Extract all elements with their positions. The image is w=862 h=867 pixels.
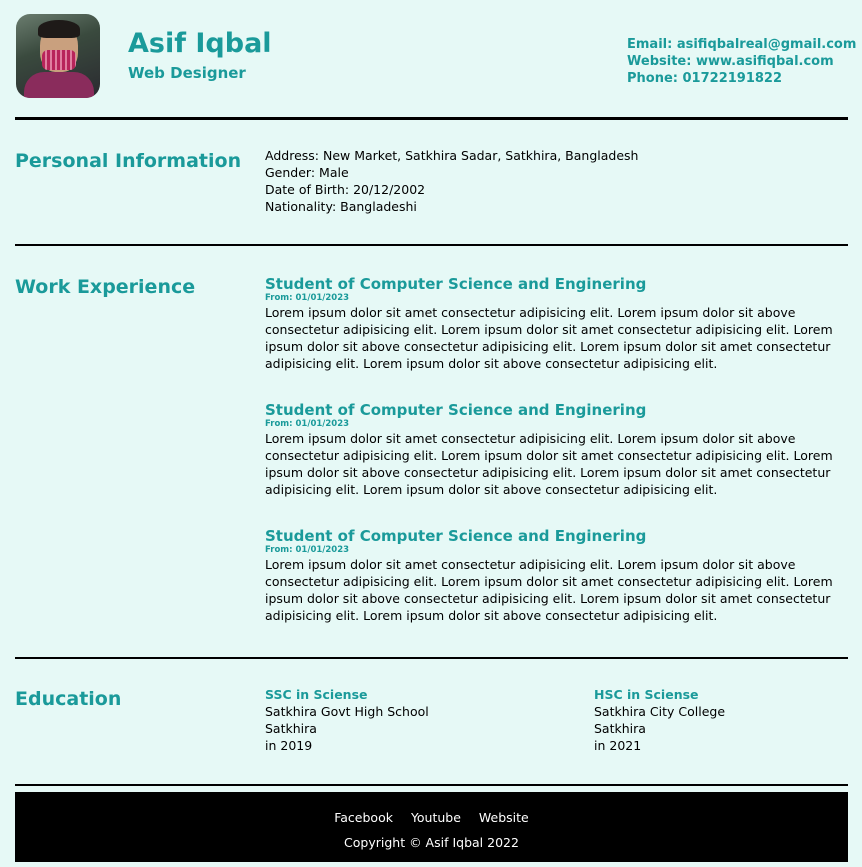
education-year: in 2019: [265, 738, 313, 753]
education-item-ssc: [265, 686, 429, 754]
job-description: Lorem ipsum dolor sit amet consectetur adipisicing elit. Lorem ipsum dolor sit above consectetur adipisicing elit. Lorem ipsum dolor sit amet consectetur adipisicing elit. Lorem ipsum dolor sit above consectetur adipisicing elit. Lorem ipsum dolor sit amet consectetur adipisicing elit. Lorem ipsum dolor sit above consectetur adipisicing elit.: [265, 305, 833, 371]
contact-phone: Phone: 01722191822: [627, 71, 783, 86]
divider: [15, 657, 848, 659]
education-school: Satkhira City College: [594, 704, 726, 719]
education-place: Satkhira: [265, 721, 317, 736]
avatar: [16, 14, 100, 98]
person-role: Web Designer: [128, 64, 246, 82]
contact-info: [627, 36, 856, 87]
personal-nationality: Nationality: Bangladeshi: [265, 199, 417, 214]
education-degree: SSC in Sciense: [265, 687, 368, 702]
job-date: From: 01/01/2023: [265, 545, 350, 555]
education-degree: HSC in Sciense: [594, 687, 699, 702]
job-title: Student of Computer Science and Enginering: [265, 401, 647, 419]
footer-link-facebook[interactable]: Facebook: [334, 810, 393, 825]
header: [0, 0, 862, 118]
divider: [15, 784, 848, 786]
footer-link-youtube[interactable]: Youtube: [410, 810, 461, 825]
personal-address: Address: New Market, Satkhira Sadar, Satkhira, Bangladesh: [265, 148, 639, 163]
education-year: in 2021: [594, 738, 642, 753]
job-entry: [265, 275, 840, 372]
personal-info: [265, 147, 638, 215]
section-title-education: Education: [15, 688, 122, 710]
education-school: Satkhira Govt High School: [265, 704, 429, 719]
job-entry: [265, 401, 840, 498]
education-place: Satkhira: [594, 721, 646, 736]
divider: [15, 244, 848, 246]
divider: [15, 117, 848, 120]
person-name: Asif Iqbal: [128, 28, 272, 59]
job-description: Lorem ipsum dolor sit amet consectetur adipisicing elit. Lorem ipsum dolor sit above consectetur adipisicing elit. Lorem ipsum dolor sit amet consectetur adipisicing elit. Lorem ipsum dolor sit above consectetur adipisicing elit. Lorem ipsum dolor sit amet consectetur adipisicing elit. Lorem ipsum dolor sit above consectetur adipisicing elit.: [265, 431, 833, 497]
personal-dob: Date of Birth: 20/12/2002: [265, 182, 426, 197]
job-date: From: 01/01/2023: [265, 293, 350, 303]
footer-links: [15, 810, 848, 825]
job-title: Student of Computer Science and Enginering: [265, 527, 647, 545]
footer-link-website[interactable]: Website: [478, 810, 529, 825]
job-description: Lorem ipsum dolor sit amet consectetur adipisicing elit. Lorem ipsum dolor sit above consectetur adipisicing elit. Lorem ipsum dolor sit amet consectetur adipisicing elit. Lorem ipsum dolor sit above consectetur adipisicing elit. Lorem ipsum dolor sit amet consectetur adipisicing elit. Lorem ipsum dolor sit above consectetur adipisicing elit.: [265, 557, 833, 623]
copyright-text: Copyright © Asif Iqbal 2022: [344, 835, 519, 850]
personal-gender: Gender: Male: [265, 165, 349, 180]
education-item-hsc: [594, 686, 725, 754]
contact-website[interactable]: Website: www.asifiqbal.com: [627, 54, 834, 69]
job-entry: [265, 527, 840, 624]
section-title-work: Work Experience: [15, 276, 196, 298]
job-title: Student of Computer Science and Enginering: [265, 275, 647, 293]
footer: [15, 792, 848, 862]
section-title-personal: Personal Information: [15, 150, 242, 172]
contact-email[interactable]: Email: asifiqbalreal@gmail.com: [627, 37, 857, 52]
job-date: From: 01/01/2023: [265, 419, 350, 429]
